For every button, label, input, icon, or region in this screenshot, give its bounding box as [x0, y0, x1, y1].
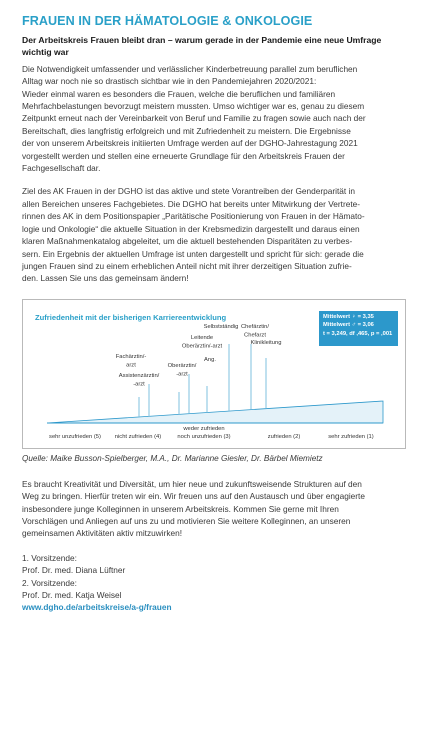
chart-caption: Quelle: Maike Busson-Spielberger, M.A., Dr. Marianne Giesler, Dr. Bärbel Miemietz: [22, 453, 323, 463]
position-label: Klinikleitung: [250, 339, 282, 346]
contact-line: Prof. Dr. med. Katja Weisel: [22, 589, 122, 600]
paragraph-1: Die Notwendigkeit umfassender und verlässlicher Kinderbetreuung parallel zum beruflichen Alltag war noch nie so drastisch sichtbar wie in den Pandemiejahren 2020/2021: Wieder einmal waren es besonders die Frauen, welche die beruflichen und familiären Mehrfachbelastungen bevorzugt meistern mussten. Umso wichtiger war es, genau zu diesem Zeitpunkt erneut nach der Vereinbarkeit von Beruf und Familie zu fragen sowie auch nach der Bereitschaft, dies langfristig erfolgreich und mit Zufriedenheit zu meistern. Die Ergebnisse der von unserem Arbeitskreis initiierten Umfrage werden auf der DGHO-Jahrestagung 2021 vorgestellt werden und stellen eine erneuerte Grundlage für den Arbeitskreis Frauen der Fachgesellschaft dar.: [22, 63, 366, 174]
website-link[interactable]: www.dgho.de/arbeitskreise/a-g/frauen: [22, 602, 172, 613]
position-label: Leitende: [190, 334, 214, 341]
position-label: Chefärztin/: [240, 323, 270, 330]
position-label: arzt: [126, 362, 136, 369]
chart-title: Zufriedenheit mit der bisherigen Karriereentwicklung: [35, 312, 227, 322]
scale-label: noch unzufrieden (3): [177, 433, 231, 440]
satisfaction-wedge: [47, 401, 383, 423]
position-label: -arzt: [176, 371, 188, 378]
contact-line: 2. Vorsitzende:: [22, 577, 77, 588]
scale-label: weder zufrieden: [183, 425, 225, 432]
position-label: Chefarzt: [244, 332, 266, 339]
scale-label: zufrieden (2): [267, 433, 301, 440]
chart-graphic: [23, 300, 405, 448]
article: [22, 14, 410, 614]
position-label: Selbstständig: [203, 323, 239, 330]
paragraph-2: Ziel des AK Frauen in der DGHO ist das aktive und stete Vorantreiben der Genderparität in allen Bereichen unseres Fachgebietes. Die DGHO hat bereits unter Mitwirkung der Vertrete- rinnen des AK in dem Positionspapier „Paritätische Positionierung von Frauen in der Hämato- logie und Onkologie“ die aktuelle Situation in der Krebsmedizin dargestellt und daraus einen klaren Maßnahmenkatalog abgeleitet, um die aktuell bestehenden Disparitäten zu verbes- sern. Ein Ergebnis der aktuellen Umfrage ist unten dargestellt und spricht für sich: gerade die jungen Frauen sind zu einem erheblichen Anteil nicht mit ihrer derzeitigen Situation zufrie- den. Lassen Sie uns das gemeinsam ändern!: [22, 186, 365, 284]
article-subtitle: Der Arbeitskreis Frauen bleibt dran – warum gerade in der Pandemie eine neue Umfrage wichtig war: [22, 35, 382, 58]
position-label: Assistenzärztin/: [118, 372, 160, 379]
position-label: Oberärztin/-arzt: [181, 343, 223, 350]
stats-row: Mittelwert ♂ = 3,06: [323, 322, 374, 329]
contact-line: Prof. Dr. med. Diana Lüftner: [22, 565, 126, 576]
article-title: FRAUEN IN DER HÄMATOLOGIE & ONKOLOGIE: [22, 14, 313, 28]
position-label: Fachärztin/-: [115, 353, 147, 360]
position-label: Oberärztin/: [167, 362, 197, 369]
career-satisfaction-chart: [22, 299, 406, 449]
stats-row: Mittelwert ♀ = 3,35: [323, 313, 374, 320]
position-label: -arzt: [133, 381, 145, 388]
position-label: Ang.: [204, 356, 216, 363]
contacts: [22, 552, 410, 602]
paragraph-3: Es braucht Kreativität und Diversität, um hier neue und zukunftsweisende Strukturen auf den Weg zu bringen. Hierfür treten wir ein. Wir freuen uns auf den Austausch und über engagierte insbesondere junge Kolleginnen in unserem Arbeitskreis. Kommen Sie gerne mit Ihren Vorschlägen und Anliegen auf uns zu und motivieren Sie weitere Kolleginnen, an unseren gemeinsamen Aktivitäten aktiv mitzuwirken!: [22, 478, 365, 539]
scale-label: sehr unzufrieden (5): [49, 433, 101, 440]
stats-row: t = 3,249, df ,465, p = ,001: [323, 330, 393, 337]
contact-line: 1. Vorsitzende:: [22, 552, 77, 563]
scale-label: sehr zufrieden (1): [328, 433, 374, 440]
scale-label: nicht zufrieden (4): [114, 433, 162, 440]
